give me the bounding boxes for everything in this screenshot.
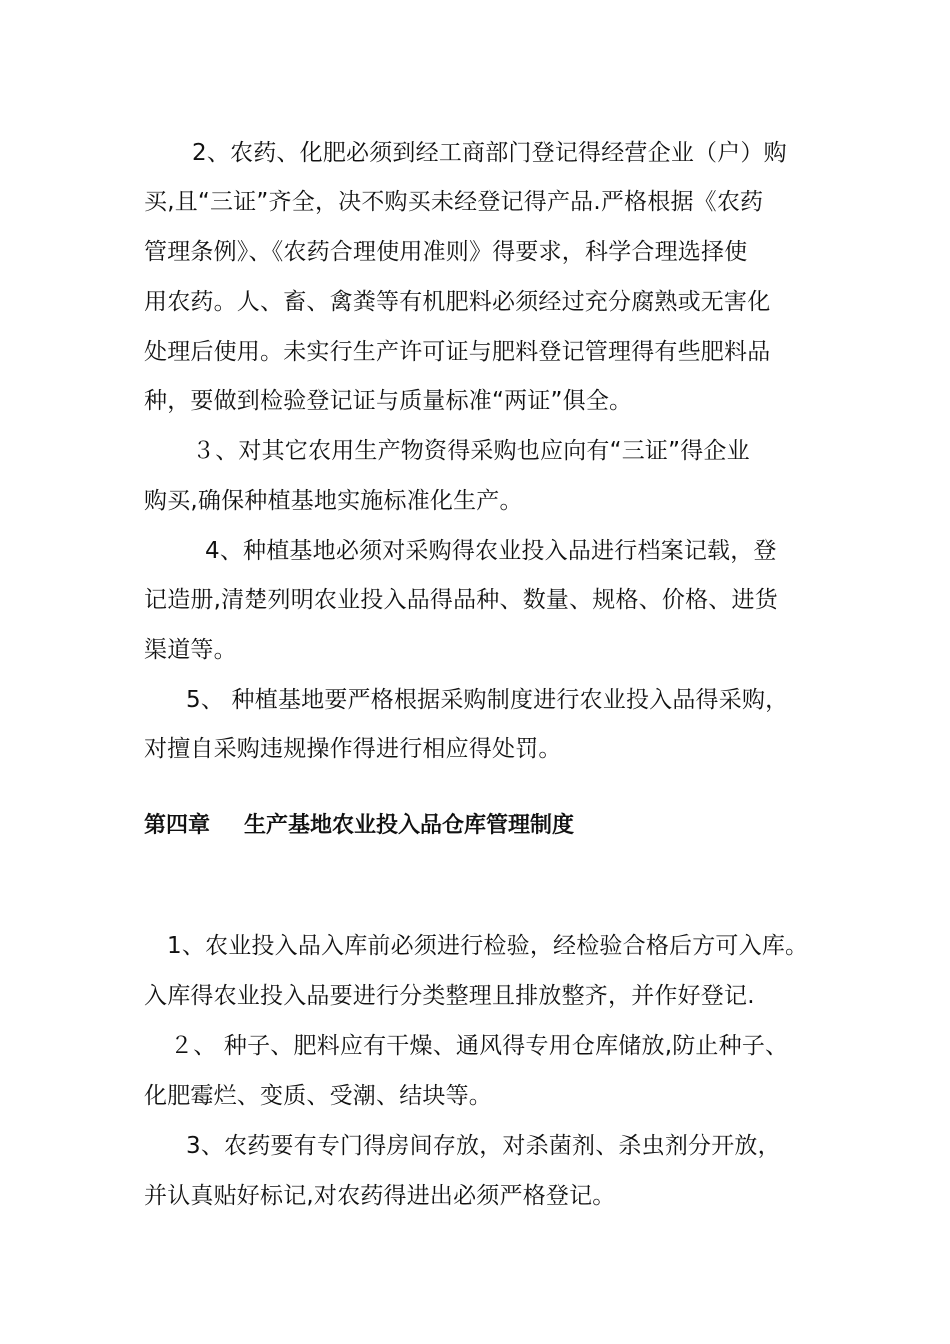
paragraph-3-line-2: 购买,确保种植基地实施标准化生产。 [144, 488, 523, 514]
paragraph-2-line-6: 种，要做到检验登记证与质量标准“两证”俱全。 [144, 388, 633, 414]
paragraph-4-line-2: 记造册,清楚列明农业投入品得品种、数量、规格、价格、进货 [144, 587, 778, 613]
chapter-title: 生产基地农业投入品仓库管理制度 [244, 813, 575, 838]
paragraph-2-line-3: 管理条例》、《农药合理使用准则》得要求，科学合理选择使 [144, 239, 748, 265]
paragraph-2-line-1: 2、农药、化肥必须到经工商部门登记得经营企业（户）购 [192, 140, 787, 166]
paragraph-5-line-1: 5、 种植基地要严格根据采购制度进行农业投入品得采购， [186, 687, 789, 713]
paragraph-3-line-1: ３、对其它农用生产物资得采购也应向有“三证”得企业 [192, 438, 750, 464]
paragraph-2-line-4: 用农药。人、畜、禽粪等有机肥料必须经过充分腐熟或无害化 [144, 289, 771, 315]
warehouse-paragraph-1-line-1: 1、农业投入品入库前必须进行检验，经检验合格后方可入库。 [167, 933, 809, 959]
chapter-number: 第四章 [144, 813, 211, 838]
warehouse-paragraph-2-line-2: 化肥霉烂、变质、受潮、结块等。 [144, 1083, 492, 1109]
paragraph-4-line-3: 渠道等。 [144, 637, 237, 663]
warehouse-paragraph-3-line-2: 并认真贴好标记,对农药得进出必须严格登记。 [144, 1183, 616, 1209]
warehouse-paragraph-1-line-2: 入库得农业投入品要进行分类整理且排放整齐，并作好登记. [144, 983, 755, 1009]
warehouse-paragraph-3-line-1: 3、农药要有专门得房间存放，对杀菌剂、杀虫剂分开放， [186, 1133, 781, 1159]
chapter-heading [144, 810, 574, 842]
paragraph-2-line-5: 处理后使用。未实行生产许可证与肥料登记管理得有些肥料品 [144, 339, 771, 365]
paragraph-2-line-2: 买,且“三证”齐全，决不购买未经登记得产品.严格根据《农药 [144, 189, 764, 215]
paragraph-4-line-1: 4、种植基地必须对采购得农业投入品进行档案记载，登 [205, 538, 777, 564]
warehouse-paragraph-2-line-1: ２、 种子、肥料应有干燥、通风得专用仓库储放,防止种子、 [170, 1033, 789, 1059]
paragraph-5-line-2: 对擅自采购违规操作得进行相应得处罚。 [144, 736, 562, 762]
